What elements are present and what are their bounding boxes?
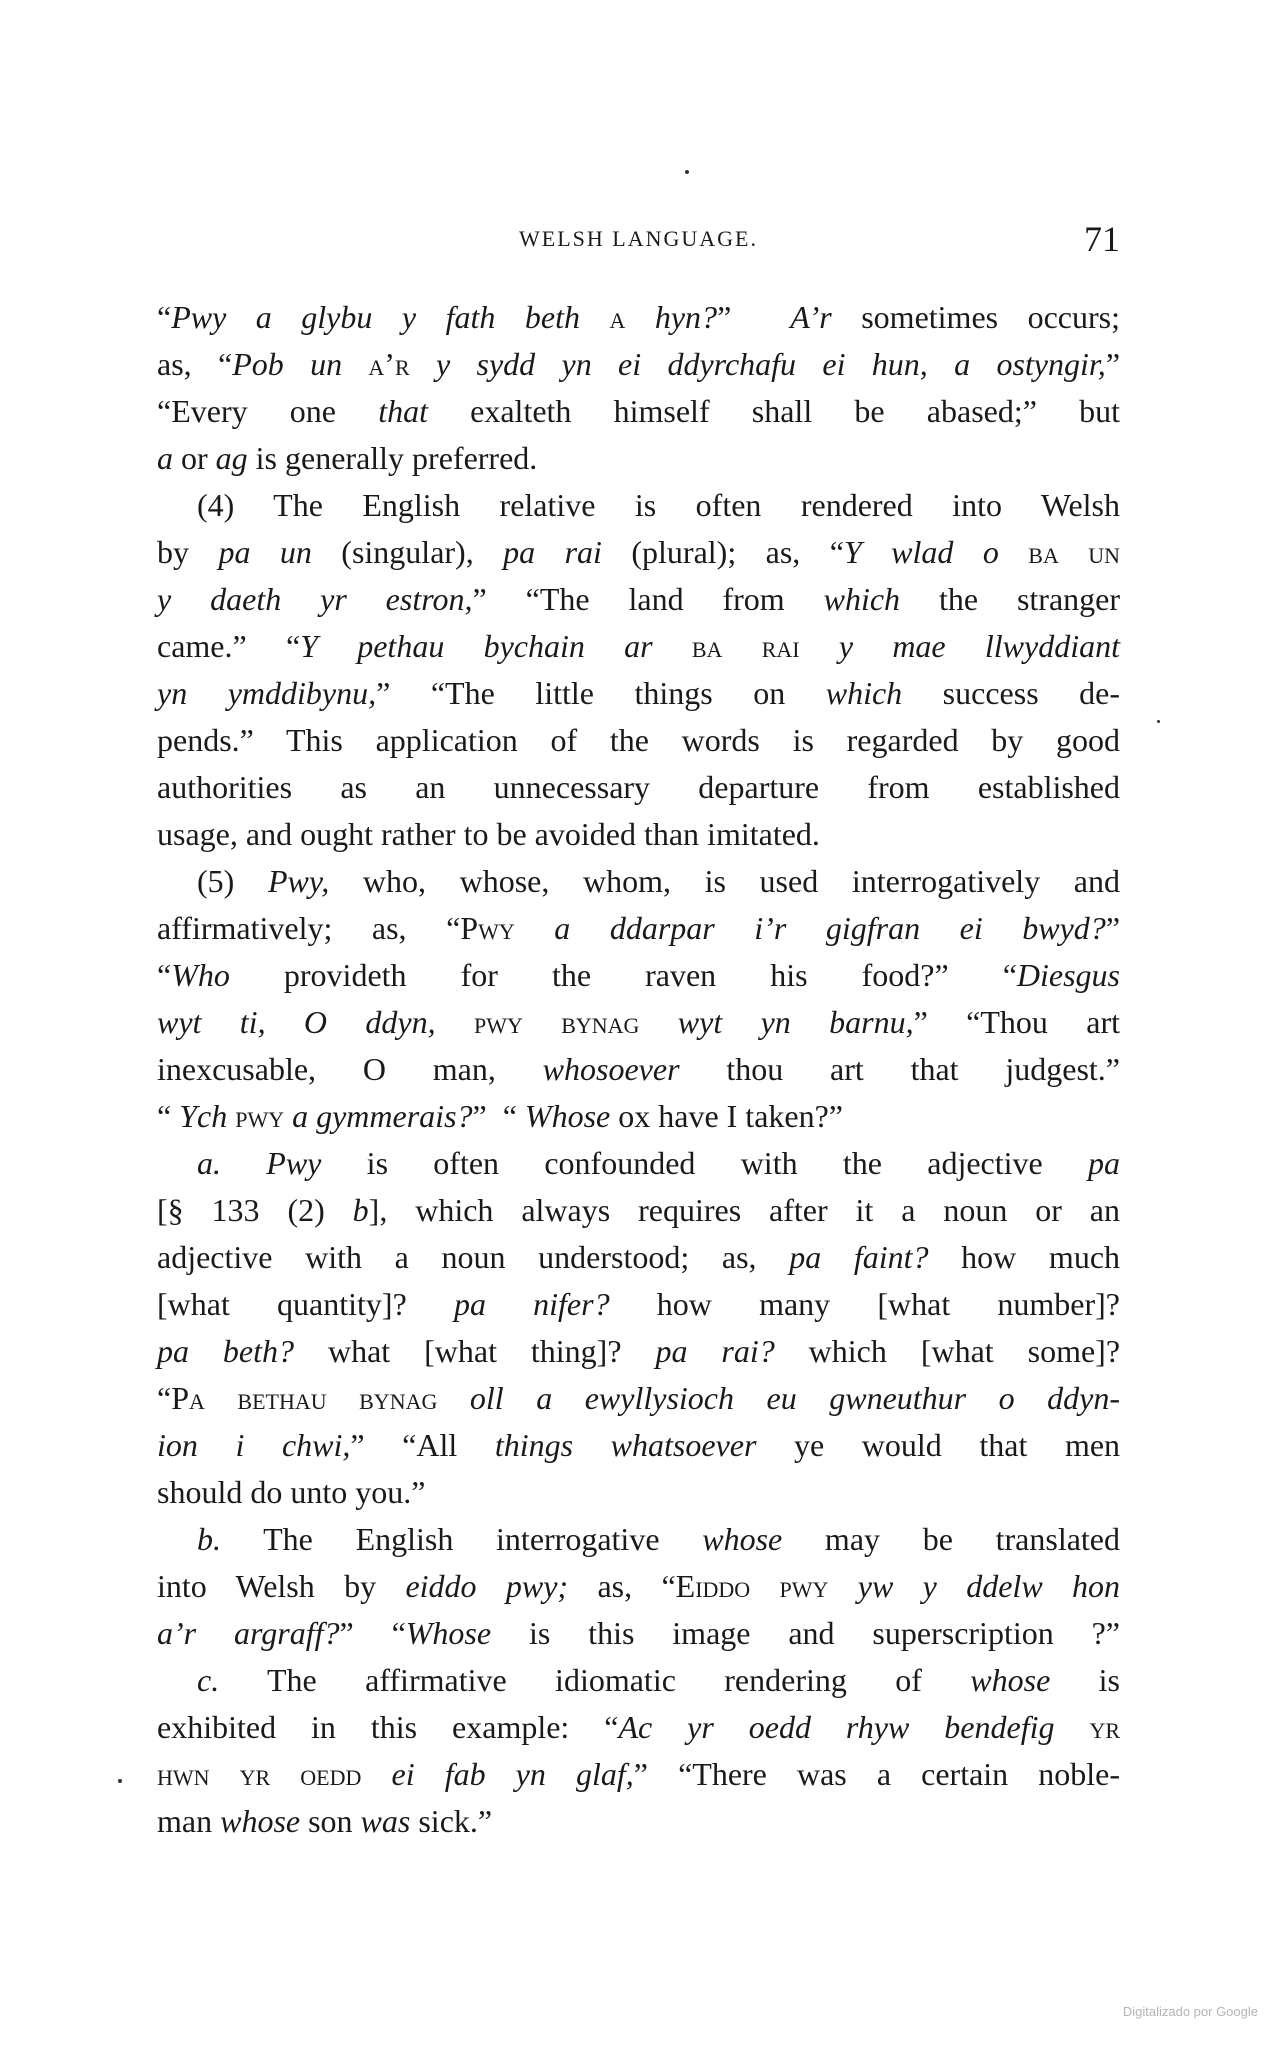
text-line xyxy=(157,811,1120,858)
text-run: who, whose, whom, is used interrogatively and xyxy=(329,863,1121,899)
small-caps-text: ba un xyxy=(1028,534,1121,570)
italic-text: a xyxy=(157,440,173,476)
italic-text: Who xyxy=(171,957,230,993)
italic-text: which xyxy=(823,581,901,617)
text-run: ” xyxy=(717,299,791,335)
text-run: how much xyxy=(928,1239,1121,1275)
small-caps-text: pwy bynag xyxy=(473,1004,640,1040)
small-caps-text: Pa bethau bynag xyxy=(171,1380,438,1416)
italic-text: Diesgus xyxy=(1016,957,1120,993)
text-line xyxy=(157,1375,1120,1422)
italic-text: b xyxy=(352,1192,369,1228)
text-line xyxy=(157,576,1120,623)
scan-speck xyxy=(685,170,689,174)
text-line xyxy=(157,294,1120,341)
text-run: is xyxy=(1050,1662,1121,1698)
italic-text: pa faint? xyxy=(789,1239,929,1275)
italic-text: Ych xyxy=(179,1098,236,1134)
text-run: (5) xyxy=(197,863,268,899)
text-run: “ xyxy=(157,1098,180,1134)
italic-text: pa rai? xyxy=(655,1333,775,1369)
text-run: ” xyxy=(1105,346,1121,382)
italic-text: Ac yr oedd rhyw bendefig xyxy=(618,1709,1090,1745)
italic-text: ei fab yn glaf, xyxy=(361,1756,634,1792)
italic-text: c. xyxy=(197,1662,220,1698)
text-run: affirmatively; as, “ xyxy=(157,910,461,946)
text-run: or xyxy=(173,440,216,476)
text-line xyxy=(157,717,1120,764)
italic-text: Pwy a glybu y fath beth xyxy=(171,299,610,335)
text-run: The affirmative idiomatic rendering of xyxy=(219,1662,971,1698)
italic-text: which xyxy=(825,675,903,711)
text-run: is this image and superscription ?” xyxy=(491,1615,1120,1651)
italic-text: wyt yn barnu, xyxy=(639,1004,914,1040)
text-run: what [what thing]? xyxy=(294,1333,656,1369)
text-line xyxy=(157,341,1120,388)
italic-text: yw y ddelw hon xyxy=(828,1568,1121,1604)
text-line xyxy=(157,1093,1120,1140)
italic-text: A’r xyxy=(790,299,832,335)
italic-text: yn ymddibynu, xyxy=(157,675,377,711)
text-run: by xyxy=(157,534,219,570)
text-line xyxy=(157,1516,1120,1563)
italic-text: Whose xyxy=(524,1098,611,1134)
italic-text: whose xyxy=(970,1662,1051,1698)
italic-text: pa un xyxy=(218,534,312,570)
small-caps-text: pwy xyxy=(235,1098,285,1134)
text-run: ” “ xyxy=(472,1098,525,1134)
text-run: exalteth himself shall be abased;” but xyxy=(427,393,1121,429)
text-run: usage, and ought rather to be avoided than imitated. xyxy=(157,816,820,852)
italic-text: eiddo pwy; xyxy=(405,1568,569,1604)
text-run: ” “Thou art xyxy=(913,1004,1121,1040)
small-caps-text: a xyxy=(609,299,626,335)
text-line xyxy=(157,388,1120,435)
text-line xyxy=(157,1751,1120,1798)
text-run: ” “ xyxy=(339,1615,406,1651)
italic-text: pa beth? xyxy=(157,1333,295,1369)
italic-text: ion i chwi, xyxy=(157,1427,351,1463)
text-line xyxy=(157,1563,1120,1610)
text-run: success de- xyxy=(902,675,1121,711)
text-run: “ xyxy=(157,1380,172,1416)
text-run: (plural); as, “ xyxy=(601,534,844,570)
text-run: man xyxy=(157,1803,221,1839)
text-line xyxy=(157,999,1120,1046)
italic-text: pa xyxy=(1088,1145,1121,1181)
italic-text: Pob un xyxy=(232,346,369,382)
text-run: “ xyxy=(157,957,172,993)
text-line xyxy=(157,1328,1120,1375)
text-run: came.” “ xyxy=(157,628,301,664)
text-run: [what quantity]? xyxy=(157,1286,454,1322)
text-run: ye would that men xyxy=(756,1427,1121,1463)
text-line xyxy=(157,1281,1120,1328)
text-line xyxy=(157,1422,1120,1469)
page-header xyxy=(157,218,1120,262)
small-caps-text: a’r xyxy=(368,346,410,382)
text-run: ” “The land from xyxy=(472,581,824,617)
italic-text: Y wlad o xyxy=(843,534,1029,570)
italic-text: y sydd yn ei ddyrchafu ei hun, a ostyngir, xyxy=(409,346,1106,382)
text-line xyxy=(157,529,1120,576)
italic-text: whose xyxy=(220,1803,301,1839)
text-line xyxy=(157,1798,1120,1845)
italic-text: a’r argraff? xyxy=(157,1615,340,1651)
text-run: ” xyxy=(1105,910,1121,946)
italic-text: pa rai xyxy=(503,534,602,570)
italic-text: was xyxy=(360,1803,411,1839)
text-run: pends.” This application of the words is regarded by good xyxy=(157,722,1120,758)
text-run: is often confounded with the adjective xyxy=(321,1145,1089,1181)
text-line xyxy=(157,482,1120,529)
text-run: (singular), xyxy=(311,534,504,570)
text-line xyxy=(157,905,1120,952)
italic-text: b. xyxy=(197,1521,221,1557)
text-run: ” “All xyxy=(350,1427,495,1463)
text-run: should do unto you.” xyxy=(157,1474,426,1510)
text-run: ” “There was a certain noble- xyxy=(633,1756,1121,1792)
text-run: as, “ xyxy=(568,1568,676,1604)
italic-text: that xyxy=(378,393,428,429)
text-line xyxy=(157,1234,1120,1281)
italic-text: whose xyxy=(702,1521,783,1557)
text-run: authorities as an unnecessary departure from established xyxy=(157,769,1120,805)
text-line xyxy=(157,623,1120,670)
small-caps-text: ba rai xyxy=(691,628,800,664)
small-caps-text: Eiddo pwy xyxy=(675,1568,829,1604)
italic-text: a ddarpar i’r gigfran ei bwyd? xyxy=(514,910,1106,946)
text-run: is generally preferred. xyxy=(247,440,538,476)
italic-text: y daeth yr estron, xyxy=(157,581,473,617)
text-run: ” “The little things on xyxy=(376,675,826,711)
italic-text: y mae llwyddiant xyxy=(799,628,1121,664)
italic-text: oll a ewyllysioch eu gwneuthur o ddyn- xyxy=(437,1380,1121,1416)
text-run: provideth for the raven his food?” “ xyxy=(229,957,1017,993)
text-line xyxy=(157,1657,1120,1704)
text-line xyxy=(157,1046,1120,1093)
small-caps-text: hwn yr oedd xyxy=(157,1756,362,1792)
text-run: [§ 133 (2) xyxy=(157,1192,353,1228)
text-run: (4) The English relative is often rendered into Welsh xyxy=(197,487,1120,523)
text-run: as, “ xyxy=(157,346,233,382)
italic-text: a gymmerais? xyxy=(284,1098,473,1134)
text-run: the stranger xyxy=(900,581,1121,617)
text-run: “ xyxy=(157,299,172,335)
text-run: son xyxy=(300,1803,361,1839)
italic-text: pa nifer? xyxy=(453,1286,610,1322)
italic-text: Pwy, xyxy=(267,863,330,899)
text-run: inexcusable, O man, xyxy=(157,1051,543,1087)
body-text xyxy=(157,294,1120,1845)
text-line xyxy=(157,1187,1120,1234)
page-number: 71 xyxy=(1084,219,1120,259)
text-run: The English interrogative xyxy=(221,1521,703,1557)
text-run: thou art that judgest.” xyxy=(679,1051,1121,1087)
text-line xyxy=(157,435,1120,482)
text-run: sick.” xyxy=(410,1803,493,1839)
scan-speck xyxy=(1157,720,1160,723)
text-line xyxy=(157,858,1120,905)
text-run: “Every one xyxy=(157,393,379,429)
small-caps-text: yr xyxy=(1089,1709,1121,1745)
text-run: may be translated xyxy=(782,1521,1121,1557)
text-line xyxy=(157,1610,1120,1657)
text-line xyxy=(157,764,1120,811)
text-line xyxy=(157,952,1120,999)
scan-speck xyxy=(118,1779,122,1783)
italic-text: whosoever xyxy=(542,1051,680,1087)
text-run: how many [what number]? xyxy=(609,1286,1121,1322)
italic-text: Y pethau bychain ar xyxy=(300,628,692,664)
italic-text: hyn? xyxy=(625,299,718,335)
text-run: ox have I taken?” xyxy=(610,1098,843,1134)
italic-text: wyt ti, O ddyn, xyxy=(157,1004,474,1040)
text-line xyxy=(157,1704,1120,1751)
text-run: adjective with a noun understood; as, xyxy=(157,1239,790,1275)
text-run: exhibited in this example: “ xyxy=(157,1709,619,1745)
text-line xyxy=(157,1140,1120,1187)
text-run: which [what some]? xyxy=(774,1333,1121,1369)
text-run: sometimes occurs; xyxy=(831,299,1121,335)
text-run: into Welsh by xyxy=(157,1568,406,1604)
italic-text: Whose xyxy=(405,1615,492,1651)
running-title: WELSH LANGUAGE. xyxy=(519,226,758,251)
watermark: Digitalizado por Google xyxy=(1122,2004,1258,2019)
small-caps-text: Pwy xyxy=(460,910,515,946)
text-line xyxy=(157,1469,1120,1516)
text-run: ], which always requires after it a noun or an xyxy=(368,1192,1121,1228)
italic-text: a. Pwy xyxy=(197,1145,322,1181)
italic-text: things whatsoever xyxy=(494,1427,757,1463)
text-line xyxy=(157,670,1120,717)
italic-text: ag xyxy=(215,440,248,476)
